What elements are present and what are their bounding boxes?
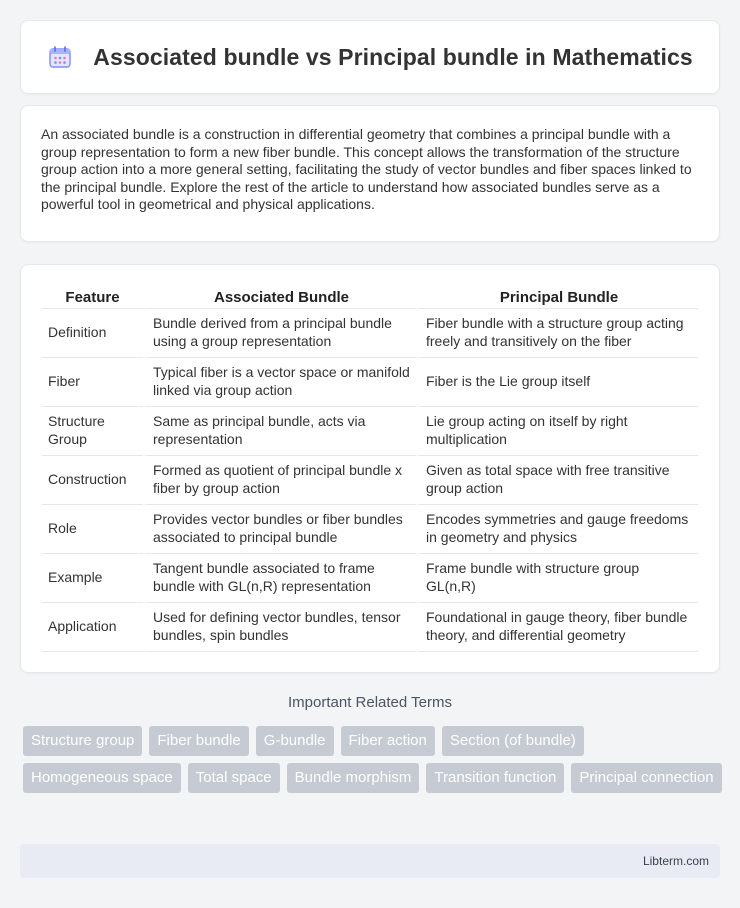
- related-term-tag[interactable]: Structure group: [23, 726, 142, 756]
- table-row: [42, 456, 698, 505]
- related-term-tag[interactable]: Transition function: [426, 763, 564, 793]
- table-row: [42, 407, 698, 456]
- table-row: [42, 505, 698, 554]
- principal-cell: Foundational in gauge theory, fiber bundle theory, and differential geometry: [416, 603, 698, 652]
- table-row: [42, 358, 698, 407]
- associated-cell: Typical fiber is a vector space or manifold linked via group action: [143, 358, 416, 407]
- related-term-tag[interactable]: Principal connection: [571, 763, 721, 793]
- calendar-icon: [47, 44, 73, 70]
- table-row: [42, 309, 698, 358]
- related-term-tag[interactable]: Bundle morphism: [287, 763, 420, 793]
- related-term-tag[interactable]: G-bundle: [256, 726, 334, 756]
- principal-cell: Frame bundle with structure group GL(n,R): [416, 554, 698, 603]
- intro-text: An associated bundle is a construction in differential geometry that combines a principal bundle with a group representation to form a new fiber bundle. This concept allows the transformation of the structure group action into a more general setting, facilitating the study of vector bundles and fiber spaces linked to the principal bundle. Explore the rest of the article to understand how associated bundles serve as a powerful tool in geometrical and physical applications.: [41, 126, 692, 213]
- feature-cell: Structure Group: [42, 407, 143, 456]
- header-principal-bundle: Principal Bundle: [416, 283, 698, 309]
- associated-cell: Same as principal bundle, acts via representation: [143, 407, 416, 456]
- principal-cell: Fiber bundle with a structure group acting freely and transitively on the fiber: [416, 309, 698, 358]
- associated-cell: Provides vector bundles or fiber bundles associated to principal bundle: [143, 505, 416, 554]
- feature-cell: Application: [42, 603, 143, 652]
- principal-cell: Fiber is the Lie group itself: [416, 358, 698, 407]
- associated-cell: Used for defining vector bundles, tensor bundles, spin bundles: [143, 603, 416, 652]
- principal-cell: Given as total space with free transitive group action: [416, 456, 698, 505]
- related-term-tag[interactable]: Fiber action: [341, 726, 435, 756]
- feature-cell: Role: [42, 505, 143, 554]
- feature-cell: Fiber: [42, 358, 143, 407]
- related-term-tag[interactable]: Homogeneous space: [23, 763, 181, 793]
- comparison-table: [42, 283, 698, 652]
- related-terms-list: [23, 726, 723, 793]
- feature-cell: Construction: [42, 456, 143, 505]
- comparison-table-card: [20, 264, 720, 673]
- associated-cell: Bundle derived from a principal bundle using a group representation: [143, 309, 416, 358]
- intro-card: [20, 105, 720, 242]
- header-feature: Feature: [42, 283, 143, 309]
- feature-cell: Definition: [42, 309, 143, 358]
- footer-site-link[interactable]: Libterm.com: [642, 854, 709, 868]
- footer: [20, 844, 720, 878]
- table-row: [42, 554, 698, 603]
- associated-cell: Tangent bundle associated to frame bundle with GL(n,R) representation: [143, 554, 416, 603]
- table-row: [42, 603, 698, 652]
- related-terms-heading: Important Related Terms: [288, 694, 452, 711]
- principal-cell: Encodes symmetries and gauge freedoms in geometry and physics: [416, 505, 698, 554]
- page-title: Associated bundle vs Principal bundle in Mathematics: [93, 43, 693, 70]
- principal-cell: Lie group acting on itself by right multiplication: [416, 407, 698, 456]
- feature-cell: Example: [42, 554, 143, 603]
- related-term-tag[interactable]: Fiber bundle: [149, 726, 248, 756]
- related-term-tag[interactable]: Total space: [188, 763, 280, 793]
- related-term-tag[interactable]: Section (of bundle): [442, 726, 584, 756]
- header-associated-bundle: Associated Bundle: [143, 283, 416, 309]
- associated-cell: Formed as quotient of principal bundle x fiber by group action: [143, 456, 416, 505]
- table-header-row: [42, 283, 698, 309]
- title-card: [20, 20, 720, 94]
